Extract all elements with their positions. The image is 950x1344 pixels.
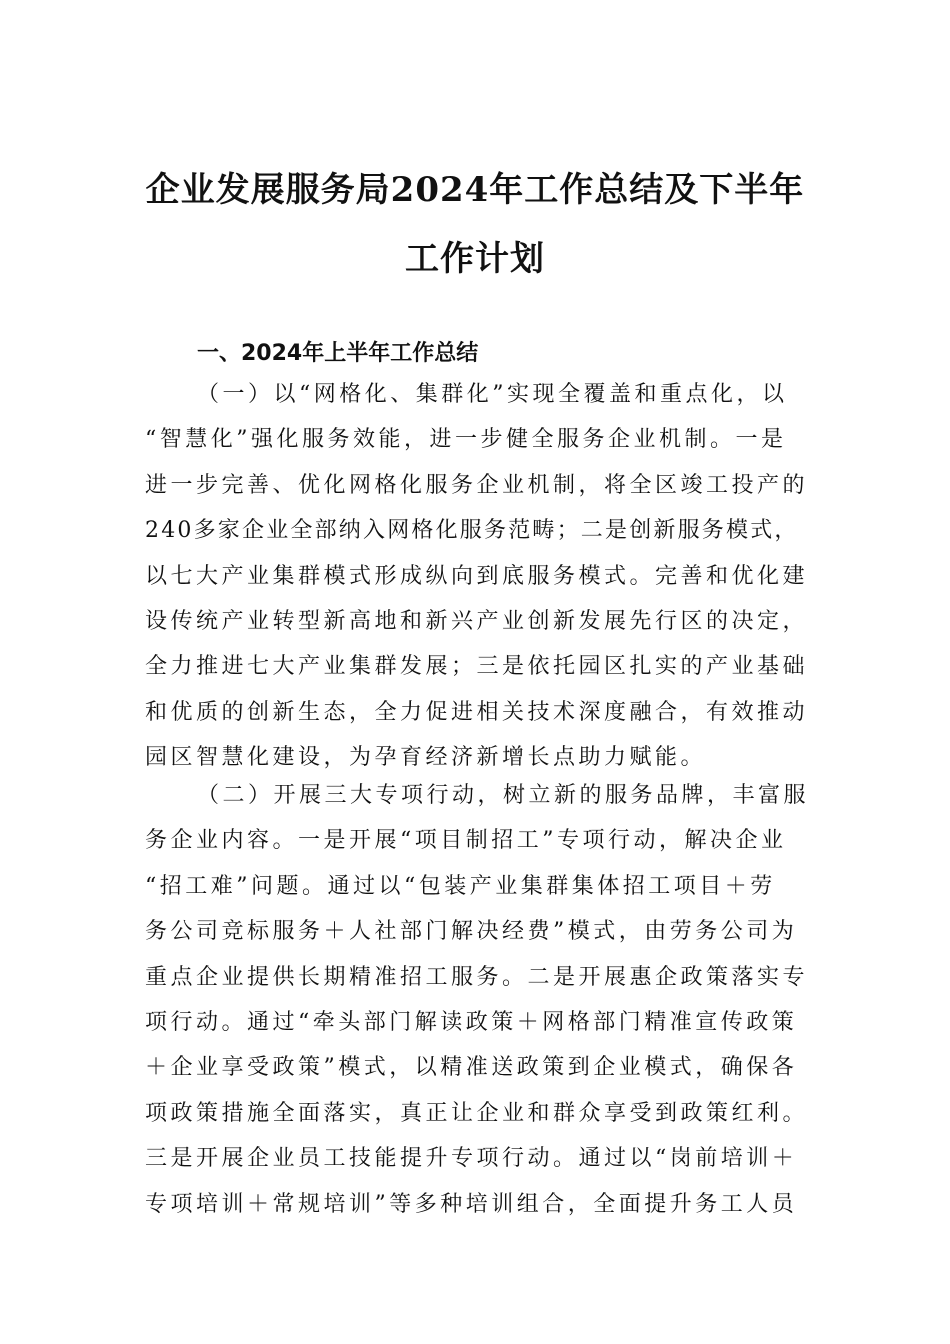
- paragraph-1: [145, 372, 810, 781]
- document-title-line-1: 企业发展服务局2024年工作总结及下半年: [145, 170, 805, 210]
- document-title-line-2: 工作计划: [405, 239, 545, 279]
- paragraph-line: 全力推进七大产业集群发展；三是依托园区扎实的产业基础: [145, 654, 809, 680]
- paragraph-line: 和优质的创新生态，全力促进相关技术深度融合，有效推动: [145, 699, 809, 725]
- section-heading: 一、2024年上半年工作总结: [197, 341, 479, 366]
- paragraph-line: 240多家企业全部纳入网格化服务范畴；二是创新服务模式，: [145, 518, 799, 544]
- paragraph-line: 园区智慧化建设，为孕育经济新增长点助力赋能。: [145, 745, 707, 771]
- paragraph-line: 进一步完善、优化网格化服务企业机制，将全区竣工投产的: [145, 472, 809, 498]
- paragraph-line: “招工难”问题。通过以“包装产业集群集体招工项目＋劳: [145, 873, 776, 899]
- paragraph-line: 务企业内容。一是开展“项目制招工”专项行动，解决企业: [145, 828, 787, 854]
- paragraph-line: 项行动。通过“牵头部门解读政策＋网格部门精准宣传政策: [145, 1009, 798, 1035]
- paragraph-line: （一）以“网格化、集群化”实现全覆盖和重点化，以: [197, 382, 788, 407]
- paragraph-line: 三是开展企业员工技能提升专项行动。通过以“岗前培训＋: [145, 1146, 798, 1172]
- paragraph-line: （二）开展三大专项行动，树立新的服务品牌，丰富服: [197, 783, 810, 808]
- paragraph-line: “智慧化”强化服务效能，进一步健全服务企业机制。一是: [145, 427, 787, 453]
- paragraph-line: 重点企业提供长期精准招工服务。二是开展惠企政策落实专: [145, 964, 809, 990]
- paragraph-line: 专项培训＋常规培训”等多种培训组合，全面提升务工人员: [145, 1191, 798, 1217]
- paragraph-line: ＋企业享受政策”模式，以精准送政策到企业模式，确保各: [145, 1055, 798, 1081]
- paragraph-line: 以七大产业集群模式形成纵向到底服务模式。完善和优化建: [145, 563, 809, 589]
- paragraph-line: 项政策措施全面落实，真正让企业和群众享受到政策红利。: [145, 1100, 809, 1126]
- paragraph-2: [145, 773, 810, 1227]
- paragraph-line: 设传统产业转型新高地和新兴产业创新发展先行区的决定，: [145, 608, 809, 634]
- paragraph-line: 务公司竞标服务＋人社部门解决经费”模式，由劳务公司为: [145, 919, 798, 945]
